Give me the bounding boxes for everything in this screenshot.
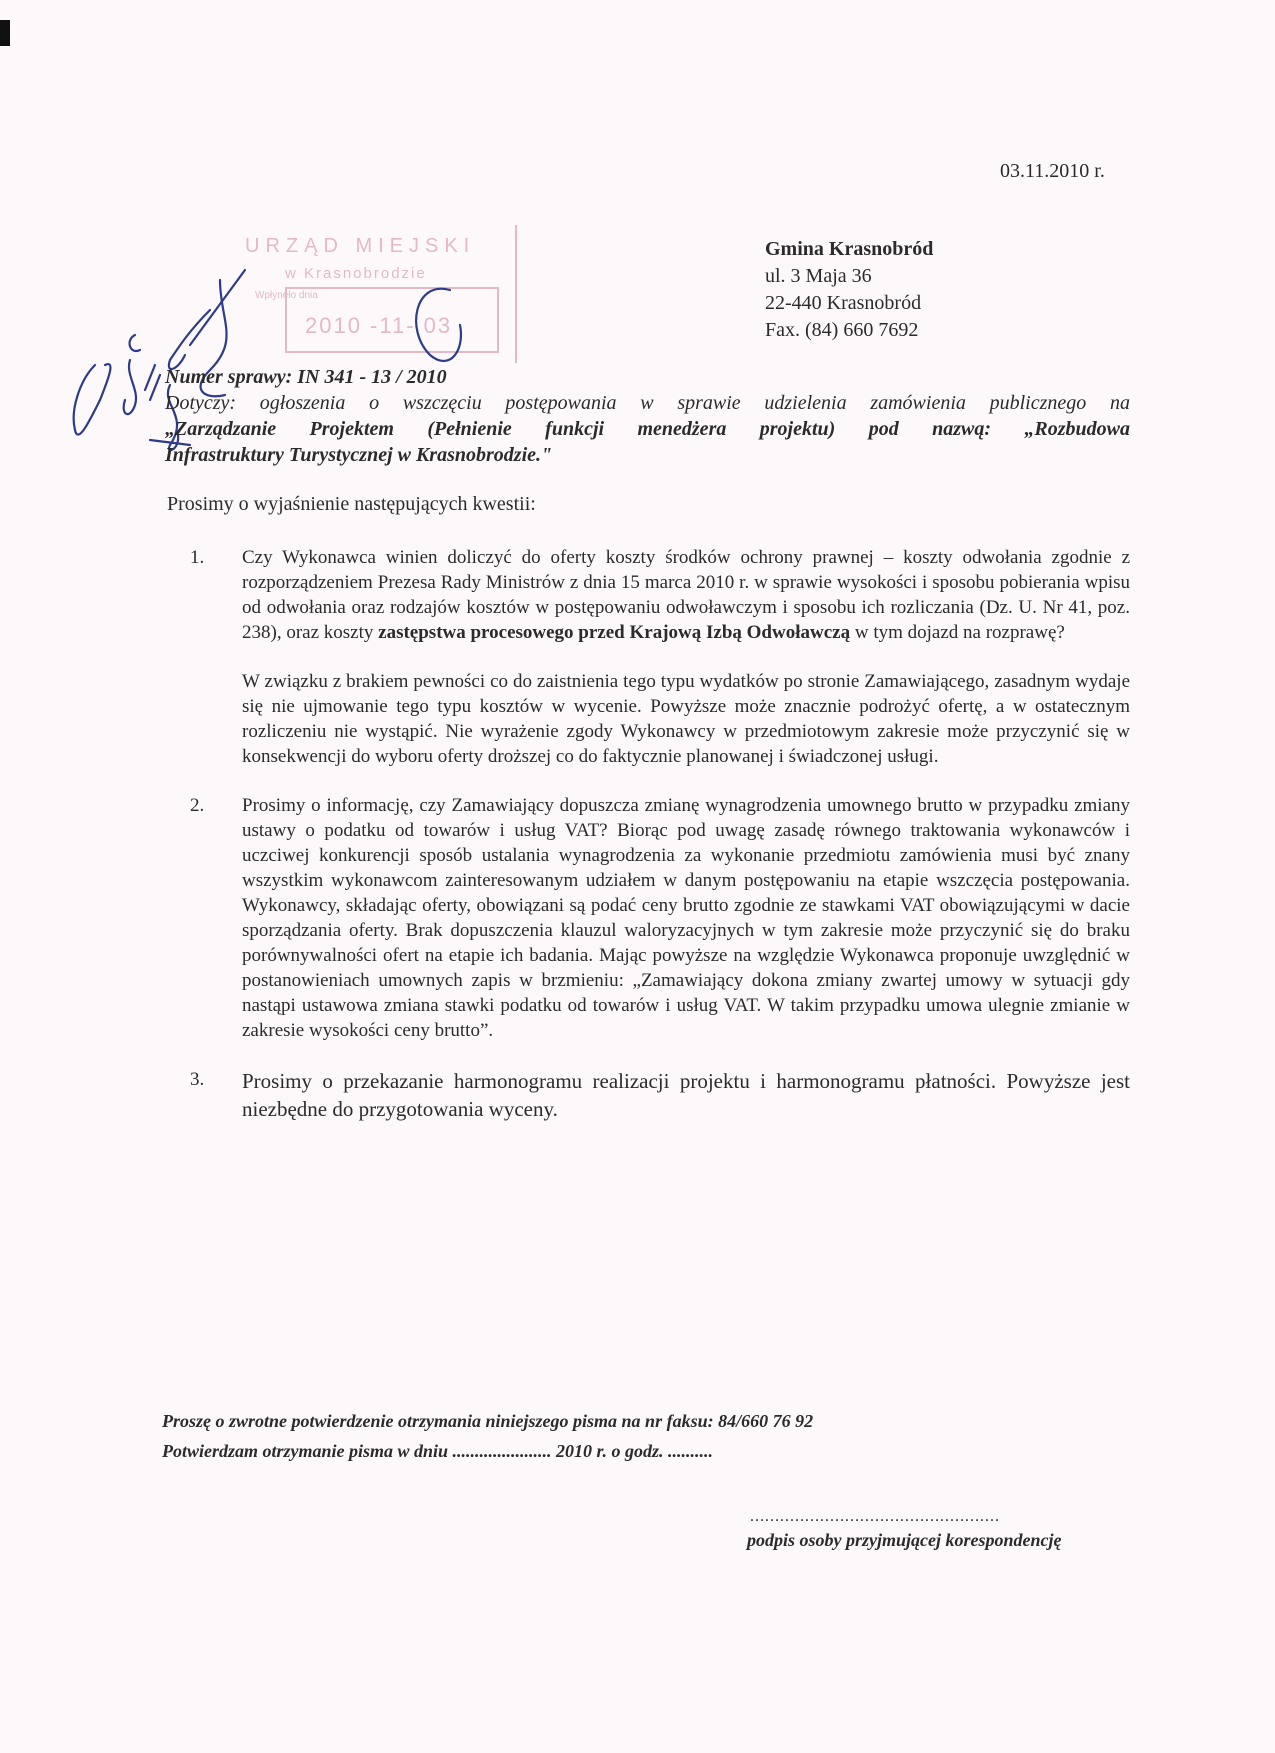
pen-stroke [416, 289, 461, 361]
pen-stroke [145, 365, 160, 400]
reference-block [165, 364, 1130, 468]
pen-stroke [124, 360, 136, 414]
pen-stroke [130, 335, 140, 351]
subject-line: Dotyczy: ogłoszenia o wszczęciu postępowania w sprawie udzielenia zamówienia publicznego na [165, 392, 1130, 414]
item-number: 1. [190, 547, 205, 568]
item-paragraph: Prosimy o przekazanie harmonogramu realizacji projektu i harmonogramu płatności. Powyższe jest niezbędne do przygotowania wyceny. [242, 1069, 1130, 1121]
list-item [190, 545, 1130, 769]
signature-line: .................................................. [750, 1508, 1000, 1525]
stamp-town: w Krasnobrodzie [285, 265, 427, 282]
scan-edge-mark [0, 20, 10, 46]
recipient-address [765, 236, 933, 344]
case-number: Numer sprawy: IN 341 - 13 / 2010 [165, 366, 447, 388]
pen-stroke [169, 310, 210, 369]
confirmation-fill-line: Potwierdzam otrzymanie pisma w dniu ...................... 2010 r. o godz. .......... [162, 1441, 714, 1461]
item-body [242, 1067, 1130, 1123]
signature-label: podpis osoby przyjmującej korespondencję [747, 1530, 1062, 1550]
item-text: Czy Wykonawca winien doliczyć do oferty koszty środków ochrony prawnej – koszty odwołania zgodnie z rozporządzeniem Prezesa Rady Ministrów z dnia 15 marca 2010 r. w sprawie wysokości i sposobu pobierania wpisu od odwołania oraz rodzajów kosztów w postępowaniu odwoławczym i sposobu ich rozliczania (Dz. U. Nr 41, poz. 238), oraz koszty [242, 547, 1130, 643]
item-body [242, 545, 1130, 769]
recipient-fax: Fax. (84) 660 7692 [765, 319, 919, 341]
item-text: w tym dojazd na rozprawę? [850, 622, 1065, 643]
stamp-received-label: Wpłynęło dnia [255, 290, 318, 301]
item-paragraph: Prosimy o informację, czy Zamawiający dopuszcza zmianę wynagrodzenia umownego brutto w przypadku zmiany ustawy o podatku od towarów i usług VAT? Biorąc pod uwagę zasadę równego traktowania wykonawców i uczciwej konkurencji sposób ustalania wynagrodzenia za wykonanie przedmiotu zamówienia musi być znany wszystkim wykonawcom zainteresowanym udziałem w danym postępowaniu na etapie wszczęcia postępowania. Wykonawcy, składając oferty, obowiązani są podać ceny brutto zgodnie ze stawkami VAT obowiązującymi w dacie sporządzania oferty. Brak dopuszczenia klauzul waloryzacyjnych w tym zakresie może przyczynić się do braku porównywalności ofert na etapie ich badania. Mając powyższe na względzie Wykonawca proponuje uwzględnić w postanowieniach umownych zapis w brzmieniu: „Zamawiający dokona zmiany zwartej umowy w sytuacji gdy nastąpi ustawowa zmiana stawki podatku od towarów i usług VAT. W takim przypadku umowa ulegnie zmianie w zakresie wysokości ceny brutto”. [242, 795, 1130, 1041]
confirmation-request: Proszę o zwrotne potwierdzenie otrzymania niniejszego pisma na nr faksu: 84/660 76 92 [162, 1411, 814, 1431]
letter-date: 03.11.2010 r. [1000, 160, 1105, 182]
questions-list [190, 545, 1130, 1147]
subject-line: „Zarządzanie Projektem (Pełnienie funkcji menedżera projektu) pod nazwą: „Rozbudowa [165, 418, 1130, 440]
item-bold-text: zastępstwa procesowego przed Krajową Izbą Odwoławczą [378, 622, 851, 643]
item-body [242, 793, 1130, 1043]
stamp-received-date: 2010 -11- 03 [305, 313, 453, 338]
item-number: 2. [190, 795, 205, 816]
list-item [190, 793, 1130, 1043]
list-item [190, 1067, 1130, 1123]
pen-stroke [74, 364, 111, 435]
recipient-city: 22-440 Krasnobród [765, 292, 922, 314]
fax-confirmation-block [162, 1406, 813, 1466]
intro-text: Prosimy o wyjaśnienie następujących kwestii: [167, 493, 536, 515]
item-paragraph [242, 545, 1130, 645]
stamp-office: URZĄD MIEJSKI [245, 235, 476, 257]
subject-line: Infrastruktury Turystycznej w Krasnobrodzie." [165, 444, 553, 466]
pen-stroke [190, 270, 245, 345]
recipient-street: ul. 3 Maja 36 [765, 265, 872, 287]
item-number: 3. [190, 1069, 205, 1090]
recipient-name: Gmina Krasnobród [765, 238, 934, 260]
item-paragraph: W związku z brakiem pewności co do zaistnienia tego typu wydatków po stronie Zamawiającego, zasadnym wydaje się nie ujmowanie tego typu kosztów w wycenie. Powyższe może znacznie podrożyć ofertę, a w ostatecznym rozliczeniu nie wystąpić. Nie wyrażenie zgody Wykonawcy w przedmiotowym zakresie może przyczynić się w konsekwencji do wyboru oferty droższej co do faktycznie planowanej i świadczonej usługi. [242, 671, 1130, 767]
